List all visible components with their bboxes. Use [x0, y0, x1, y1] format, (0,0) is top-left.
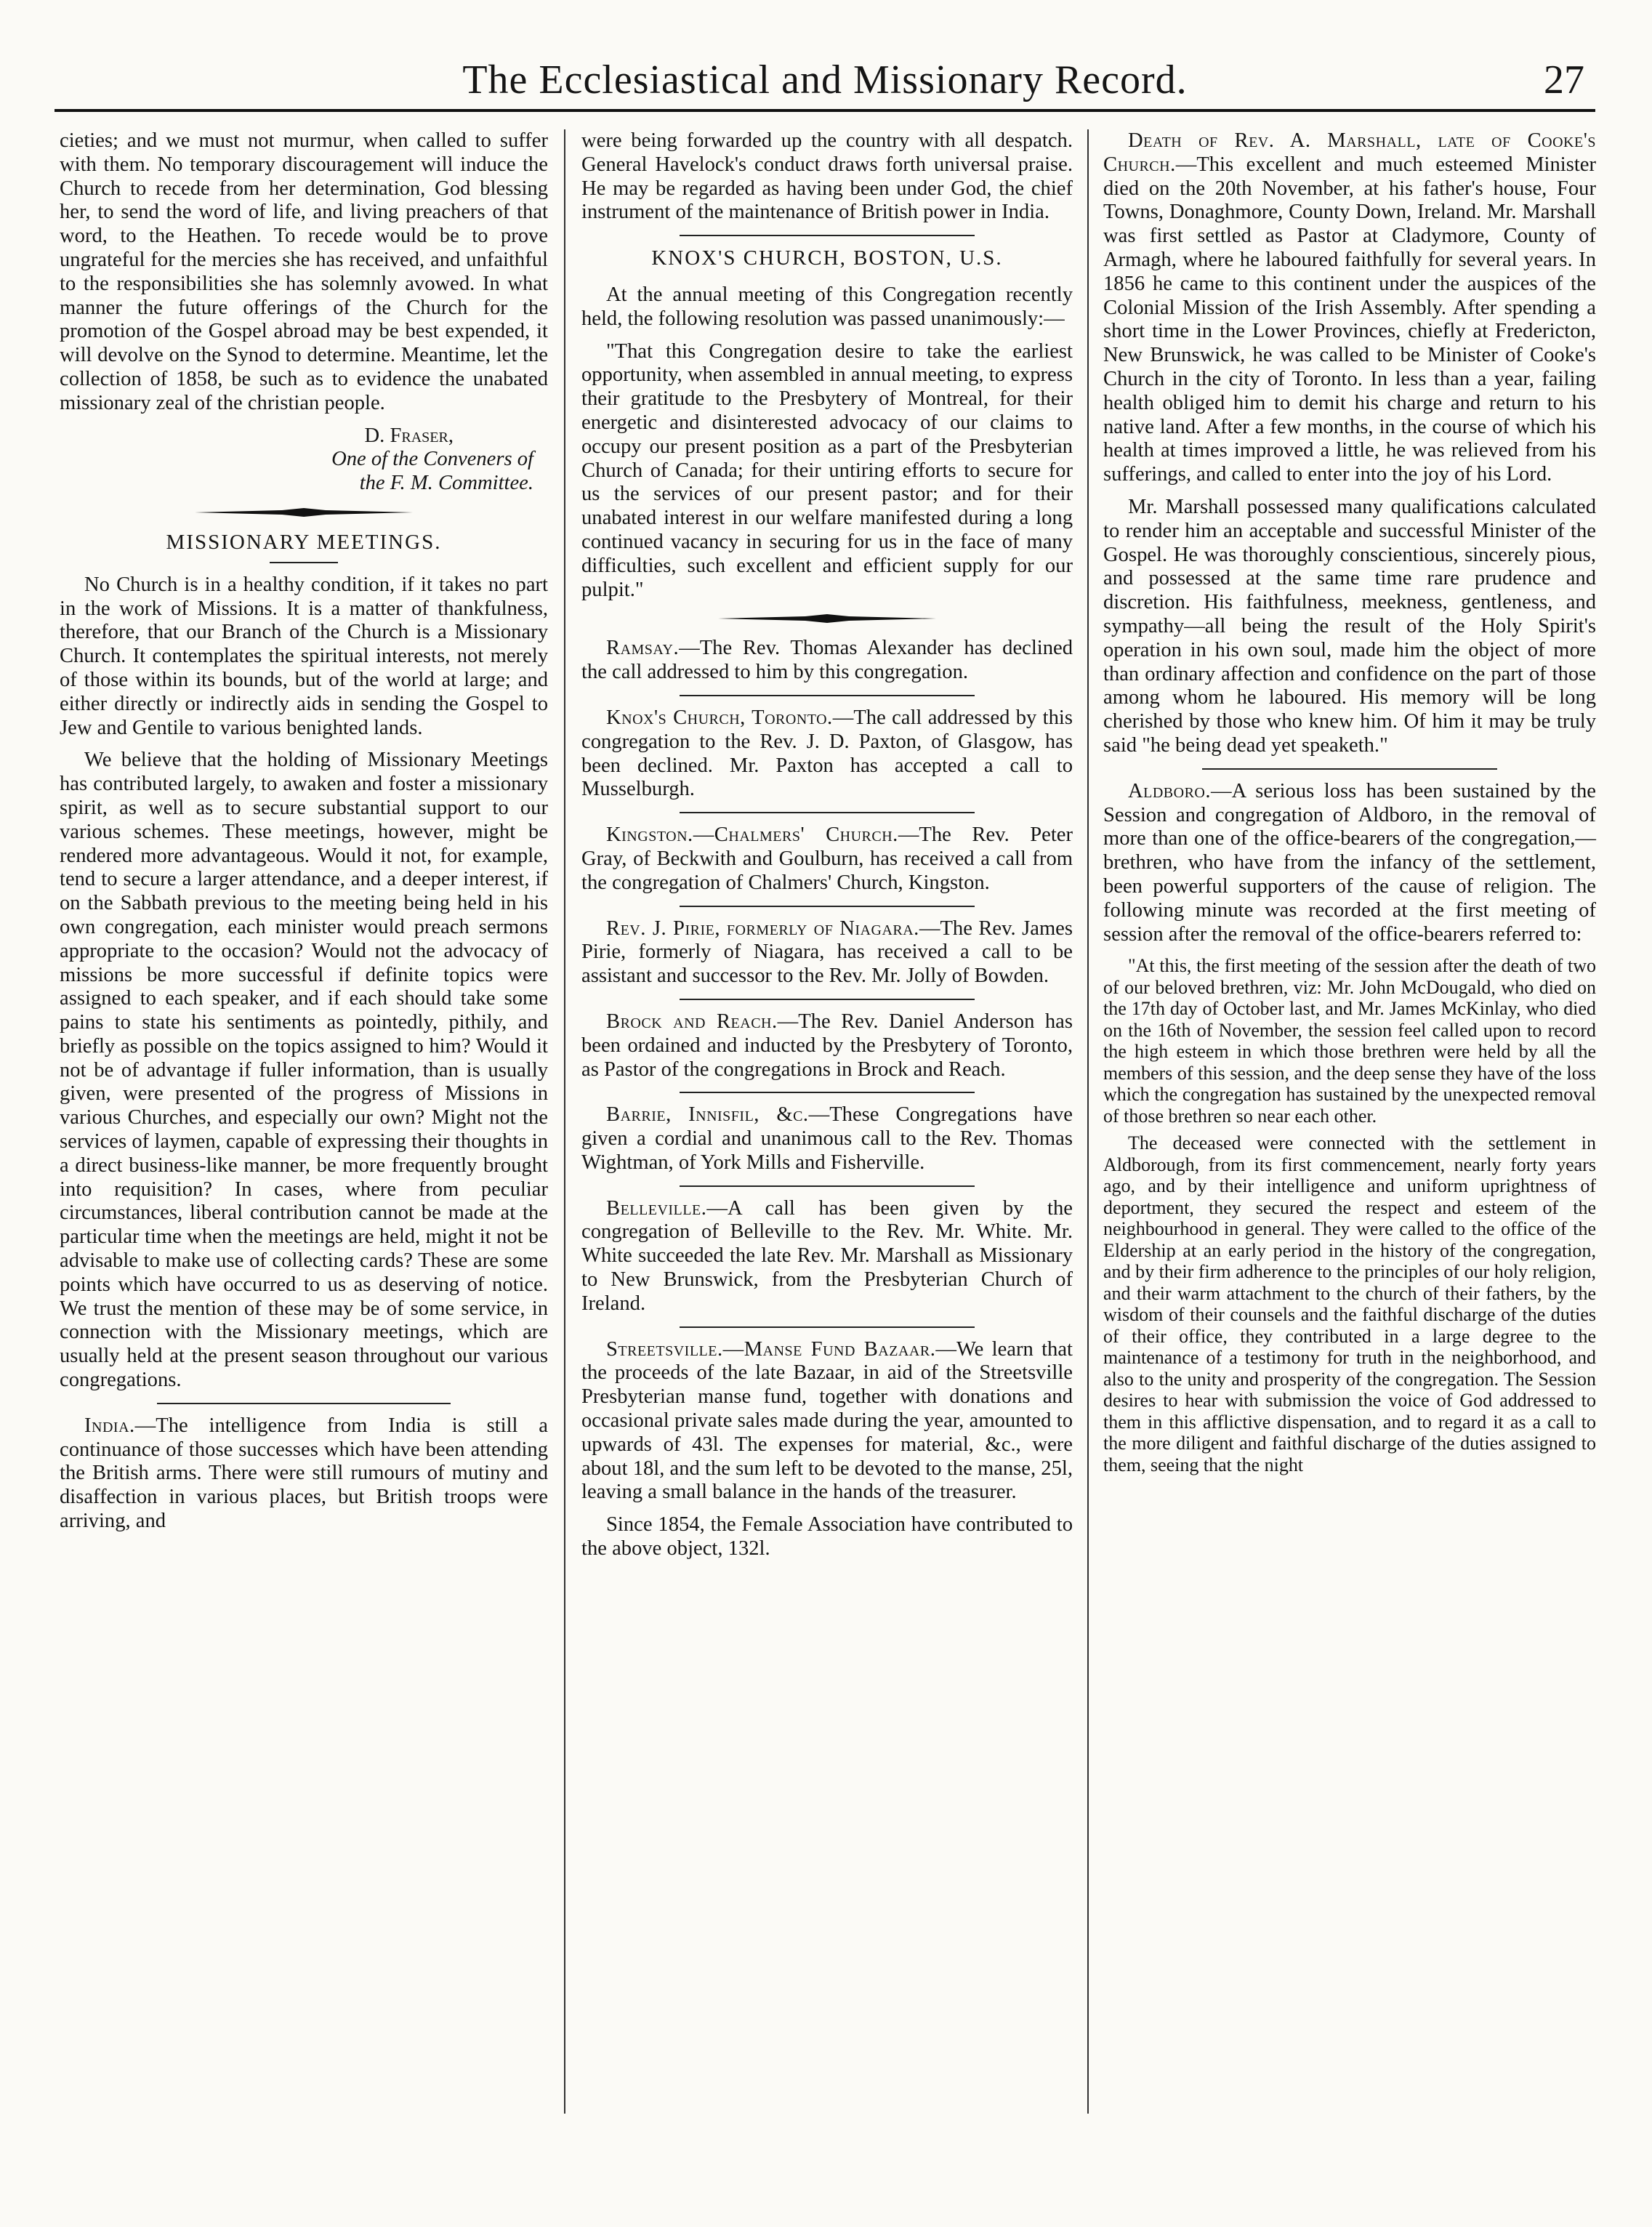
- item-label: Streetsville.—Manse Fund Bazaar.: [606, 1337, 936, 1361]
- running-title: The Ecclesiastical and Missionary Record.: [462, 57, 1188, 102]
- column-right: [1103, 129, 1596, 1481]
- item-text: —The intelligence from India is still a continuance of those successes which have been attending the British arms. There were still rumours of mutiny and disaffection in various places, but British troops were arriving, and: [60, 1414, 548, 1533]
- item-text: —We learn that the proceeds of the late Bazaar, in aid of the Streetsville Presbyterian manse fund, together with donations and occasional private sales made during the year, amounted to upwards of 43l. The expenses for material, &c., were about 18l, and the sum left to be devoted to the manse, 25l, leaving a small balance in the hands of the treasurer.: [581, 1337, 1073, 1504]
- item-text: —The Rev. James Pirie, formerly of Niagara, has received a call to be assistant and successor to the Rev. Mr. Jolly of Bowden.: [581, 917, 1073, 988]
- paragraph: At the annual meeting of this Congregation recently held, the following resolution was passed unanimously:—: [581, 283, 1073, 330]
- news-item: [1103, 780, 1596, 947]
- paragraph: Since 1854, the Female Association have contributed to the above object, 132l.: [581, 1513, 1073, 1560]
- news-item: [581, 1338, 1073, 1505]
- item-text: —The Rev. Thomas Alexander has declined the call addressed to him by this congregation.: [581, 637, 1073, 684]
- page-number: 27: [1544, 57, 1584, 102]
- item-text: —The call addressed by this congregation to the Rev. J. D. Paxton, of Glasgow, has been declined. Mr. Paxton has accepted a call to Musselburgh.: [581, 706, 1073, 801]
- page-header: [58, 57, 1592, 108]
- section-heading: MISSIONARY MEETINGS.: [166, 530, 442, 554]
- signature-name: D. Fraser,: [364, 424, 454, 447]
- item-label: Knox's Church, Toronto.: [606, 706, 833, 729]
- quote-paragraph: "At this, the first meeting of the session after the death of two of our beloved brethren, viz: Mr. John McDougald, who died on the 17th day of October last, and Mr. James McKinlay, who died on the 16th of November, the session feel called upon to record the high esteem in which those brethren were held by all the members of this session, and the deep sense they have of the loss which the congregation has sustained by the unexpected removal of those brethren so near each other.: [1103, 955, 1596, 1127]
- item-label: Barrie, Innisfil, &c.: [606, 1103, 809, 1127]
- separator-rule: [680, 906, 975, 907]
- news-item: [581, 1197, 1073, 1316]
- item-text: —A call has been given by the congregation of Belleville to the Rev. Mr. White. Mr. White succeeded the late Rev. Mr. Marshall as Missionary to New Brunswick, from the Presbyterian Church of Ireland.: [581, 1196, 1073, 1315]
- news-item: [581, 706, 1073, 802]
- item-label: Ramsay.: [606, 637, 680, 660]
- separator-rule: [680, 1092, 975, 1093]
- news-item: [581, 917, 1073, 988]
- paragraph: "That this Congregation desire to take the earliest opportunity, when assembled in annual meeting, to express their gratitude to the Presbytery of Montreal, for their energetic and disinterested advocacy of our claims to occupy our present position as a part of the Presbyterian Church of Canada; for their untiring efforts to secure for us the services of our present pastor; and for their unabated interest in our welfare manifested during a long continued vacancy in securing for us in the face of many difficulties, such excellent and efficient supply for our pulpit.": [581, 339, 1073, 601]
- paragraph: We believe that the holding of Missionary Meetings has contributed largely, to awaken and foster a missionary spirit, as well as to secure substantial support to our various schemes. These meetings, however, might be rendered more advantageous. Would it not, for example, tend to secure a larger attendance, and a deeper interest, if on the Sabbath previous to the meeting being held in his own congregation, each minister would preach sermons appropriate to the occasion? Would not the advocacy of missions be more successful if definite topics were assigned to each speaker, and if each should take some pains to state his sentiments as pointedly, pithily, and briefly as possible on the topics assigned to him? Would it not be of advantage if fuller information, than is usually given, were presented of the progress of Missions in various Churches, and especially our own? Might not the services of laymen, capable of expressing their thoughts in a direct business-like manner, be more frequently brought into requisition? In cases, where from peculiar circumstances, liberal contribution cannot be made at the particular time when the meetings are held, might it not be advisable to make use of collecting cards? These are some points which have occurred to us as deserving of notice. We trust the mention of these may be of some service, in connection with the Missionary meetings, which are usually held at the present season throughout our various congregations.: [60, 749, 548, 1392]
- separator-rule: [680, 235, 975, 236]
- signature-role: the F. M. Committee.: [359, 472, 533, 495]
- quoted-minute: [1103, 955, 1596, 1475]
- signature-block: [60, 424, 533, 496]
- news-item: [60, 1414, 548, 1534]
- news-item: [581, 1103, 1073, 1175]
- section-heading: KNOX'S CHURCH, BOSTON, U.S.: [651, 246, 1003, 270]
- separator-rule: [680, 812, 975, 813]
- news-item: [581, 823, 1073, 895]
- ornamental-rule: [195, 507, 413, 518]
- separator-rule: [680, 1326, 975, 1328]
- item-label: Belleville.: [606, 1196, 707, 1220]
- paragraph: Mr. Marshall possessed many qualifications calculated to render him an acceptable and successful Minister of the Gospel. He was thoroughly conscientious, sincerely pious, and possessed at the same time rare prudence and discretion. His faithfulness, meekness, gentleness, and sympathy—all being the result of the Holy Spirit's operation in his own soul, made him the object of more than ordinary affection and confidence on the part of those among whom he laboured. His memory will be long cherished by those who knew him. Of him it may be truly said "he being dead yet speaketh.": [1103, 495, 1596, 757]
- separator-rule: [680, 695, 975, 696]
- paragraph: were being forwarded up the country with all despatch. General Havelock's conduct draws forth universal praise. He may be regarded as having been under God, the chief instrument of the maintenance of British power in India.: [581, 129, 1073, 224]
- item-text: —This excellent and much esteemed Minister died on the 20th November, at his father's house, Four Towns, Donaghmore, County Down, Ireland. Mr. Marshall was first settled as Pastor at Cladymore, County of Armagh, where he laboured faithfully for several years. In 1856 he came to this continent under the auspices of the Colonial Mission of the Irish Assembly. After spending a short time in the Lower Provinces, chiefly at Fredericton, New Brunswick, he was called to be Minister of Cooke's Church in the city of Toronto. In less than a year, failing health obliged him to demit his charge and return to his native land. After a few months, in the course of which his health at times improved a little, he was relieved from his sufferings, and called to enter into the joy of his Lord.: [1103, 153, 1596, 486]
- item-label: Death of Rev. A. Marshall, late of Cooke's Church.: [1103, 129, 1596, 176]
- paragraph: cieties; and we must not murmur, when called to suffer with them. No temporary discouragement will induce the Church to recede from her determination, God blessing her, to send the word of life, and living preachers of that word, to the Heathen. To recede would be to prove ungrateful for the mercies she has received, and unfaithful to the responsibilities she has solemnly avowed. In what manner the future offerings of the Church for the promotion of the Gospel abroad may be best expended, it will devolve on the Synod to determine. Meantime, let the collection of 1858, be such as to evidence the unabated missionary zeal of the christian people.: [60, 129, 548, 414]
- ornamental-rule: [718, 613, 936, 624]
- column-divider: [1087, 129, 1089, 2114]
- news-item: [581, 1010, 1073, 1082]
- separator-rule: [680, 1185, 975, 1187]
- paragraph: No Church is in a healthy condition, if it takes no part in the work of Missions. It is a matter of thankfulness, therefore, that our Branch of the Church is a Missionary Church. It contemplates the spiritual interests, not merely of those within its bounds, but of the world at large; and either directly or indirectly aids in sending the Gospel to Jew and Gentile to various benighted lands.: [60, 573, 548, 739]
- column-divider: [564, 129, 565, 2114]
- item-label: Brock and Reach.: [606, 1010, 778, 1033]
- item-label: India.: [84, 1414, 135, 1437]
- item-label: Kingston.—Chalmers' Church.: [606, 823, 898, 847]
- item-text: —The Rev. Daniel Anderson has been ordained and inducted by the Presbytery of Toronto, as Pastor of the congregations in Brock and Reach.: [581, 1010, 1073, 1081]
- item-text: —A serious loss has been sustained by the Session and congregation of Aldboro, in the removal of more than one of the office-bearers of the congregation,—brethren, who have from the infancy of the settlement, been powerful supporters of the cause of religion. The following minute was recorded at the first meeting of session after the removal of the office-bearers referred to:: [1103, 779, 1596, 946]
- news-item: [581, 637, 1073, 685]
- quote-paragraph: The deceased were connected with the settlement in Aldborough, from its first commencement, nearly forty years ago, and by their intelligence and uniform uprightness of deportment, they secured the respect and esteem of the neighbourhood in general. They were called to the office of the Eldership at an early period in the history of the congregation, and by their firm adherence to the principles of our holy religion, and their warm attachment to the church of their fathers, by the wisdom of their counsels and the faithful discharge of the duties of their office, they contributed in a large degree to the maintenance of a testimony for truth in the neighborhood, and also to the unity and prosperity of the congregation. The Session desires to hear with submission the voice of God addressed to them in this afflictive dispensation, and to regard it as a call to the more diligent and faithful discharge of the duties assigned to them, seeing that the night: [1103, 1132, 1596, 1475]
- header-rule: [55, 109, 1595, 112]
- heading-rule: [270, 562, 338, 563]
- item-text: —These Congregations have given a cordial and unanimous call to the Rev. Thomas Wightman, of York Mills and Fisherville.: [581, 1103, 1073, 1174]
- separator-rule: [1202, 768, 1498, 770]
- item-text: —The Rev. Peter Gray, of Beckwith and Goulburn, has received a call from the congregation of Chalmers' Church, Kingston.: [581, 823, 1073, 894]
- item-label: Aldboro.: [1128, 779, 1212, 802]
- item-label: Rev. J. Pirie, formerly of Niagara.: [606, 917, 919, 940]
- news-item: [1103, 129, 1596, 487]
- separator-rule: [680, 999, 975, 1000]
- signature-role: One of the Conveners of: [331, 448, 533, 471]
- column-left: [60, 129, 548, 1542]
- column-middle: [581, 129, 1073, 1570]
- separator-rule: [157, 1403, 450, 1404]
